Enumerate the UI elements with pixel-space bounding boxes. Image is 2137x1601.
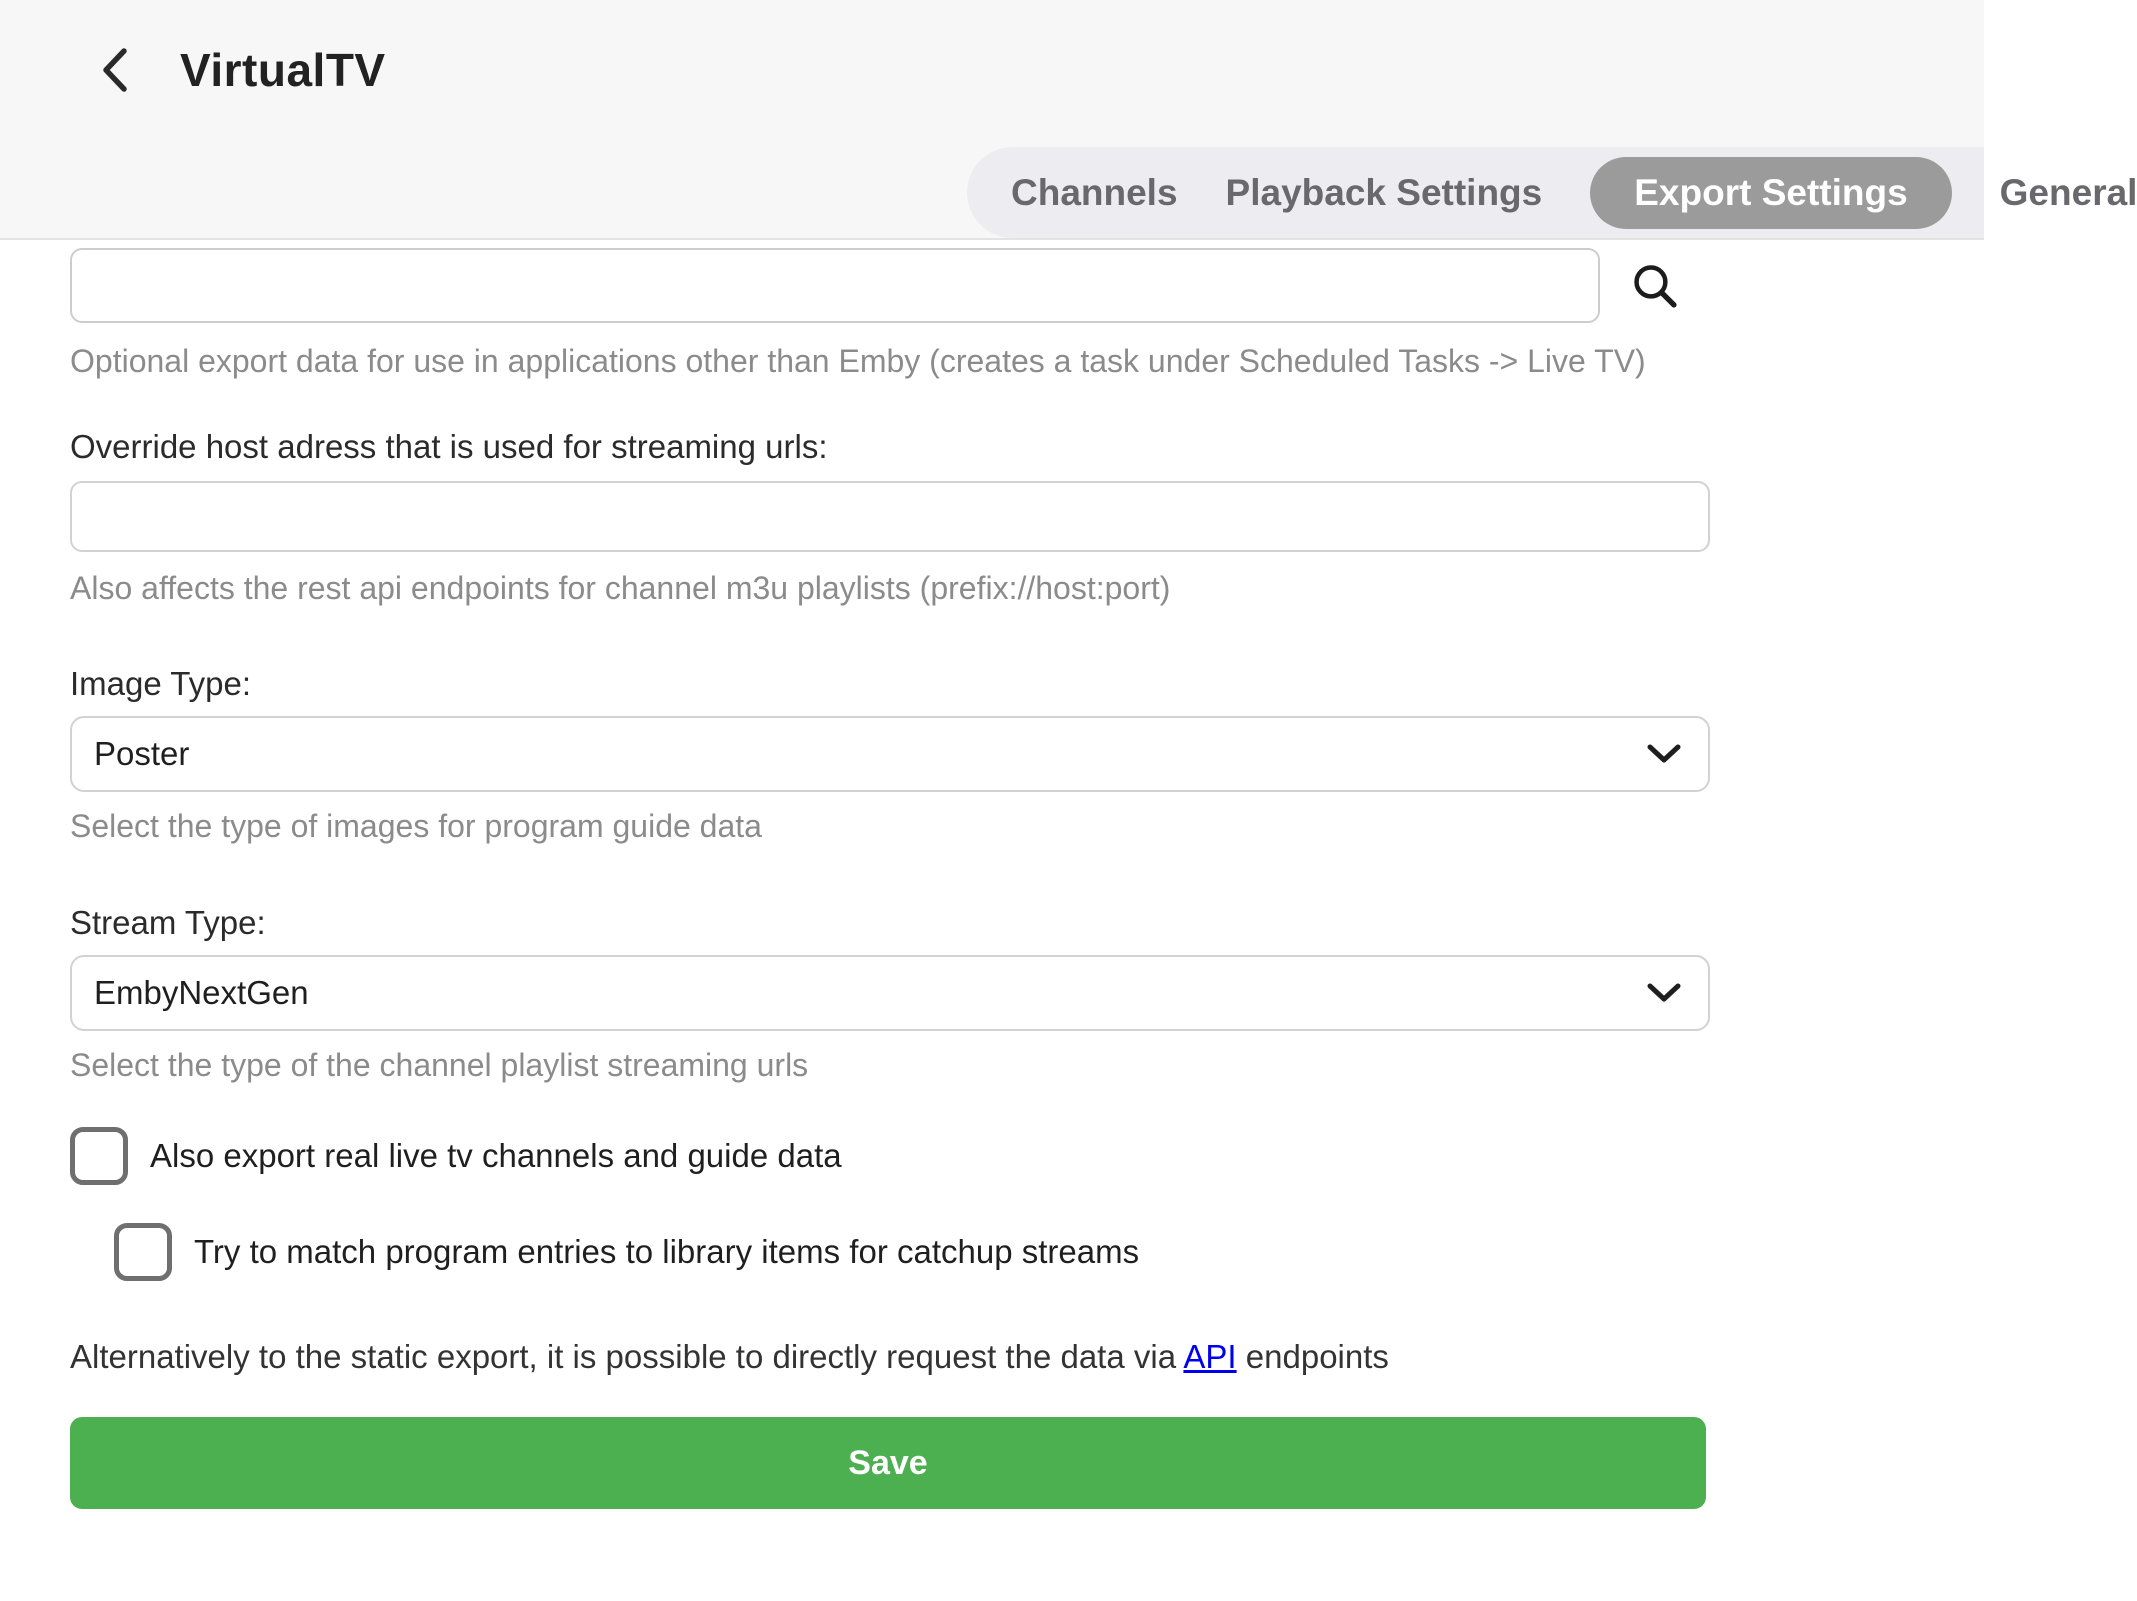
api-note [70,1337,1984,1377]
tab-bar [967,147,2137,238]
export-live-tv-row [70,1127,1984,1185]
header-left-group [100,42,386,98]
export-path-hint: Optional export data for use in applications other than Emby (creates a task under Scheduled Tasks -> Live TV) [70,343,1646,379]
chevron-down-icon [1646,982,1682,1004]
tab-export-settings[interactable]: Export Settings [1590,157,1951,229]
export-live-tv-checkbox[interactable] [70,1127,128,1185]
match-program-label: Try to match program entries to library items for catchup streams [194,1233,1140,1270]
tab-general[interactable]: General [1999,171,2137,213]
image-type-label: Image Type: [70,665,252,702]
host-override-input[interactable] [70,481,1710,552]
tab-playback-settings[interactable]: Playback Settings [1225,171,1543,213]
api-link[interactable]: API [1183,1338,1237,1375]
match-program-row [114,1223,1984,1281]
search-icon [1628,259,1682,313]
image-type-value: Poster [94,735,190,772]
stream-type-label: Stream Type: [70,904,266,941]
stream-type-select[interactable] [70,955,1710,1031]
api-note-after: endpoints [1236,1338,1389,1375]
export-live-tv-label: Also export real live tv channels and guide data [150,1137,842,1174]
host-override-label: Override host adress that is used for streaming urls: [70,428,828,465]
host-override-hint: Also affects the rest api endpoints for channel m3u playlists (prefix://host:port) [70,570,1171,606]
image-type-hint: Select the type of images for program guide data [70,808,762,844]
match-program-checkbox[interactable] [114,1223,172,1281]
page-title: VirtualTV [180,44,386,96]
chevron-left-icon [100,47,130,93]
stream-type-value: EmbyNextGen [94,974,309,1011]
export-settings-panel [0,248,1984,1509]
api-note-before: Alternatively to the static export, it is possible to directly request the data via [70,1338,1184,1375]
export-path-row [70,248,1984,323]
chevron-down-icon [1646,743,1682,765]
image-type-select[interactable] [70,716,1710,792]
stream-type-hint: Select the type of the channel playlist streaming urls [70,1047,809,1083]
search-button[interactable] [1628,259,1682,313]
back-button[interactable] [100,47,130,93]
tab-channels[interactable]: Channels [1011,171,1178,213]
app-header [0,0,2137,240]
save-button[interactable]: Save [70,1417,1706,1509]
export-path-input[interactable] [70,248,1600,323]
